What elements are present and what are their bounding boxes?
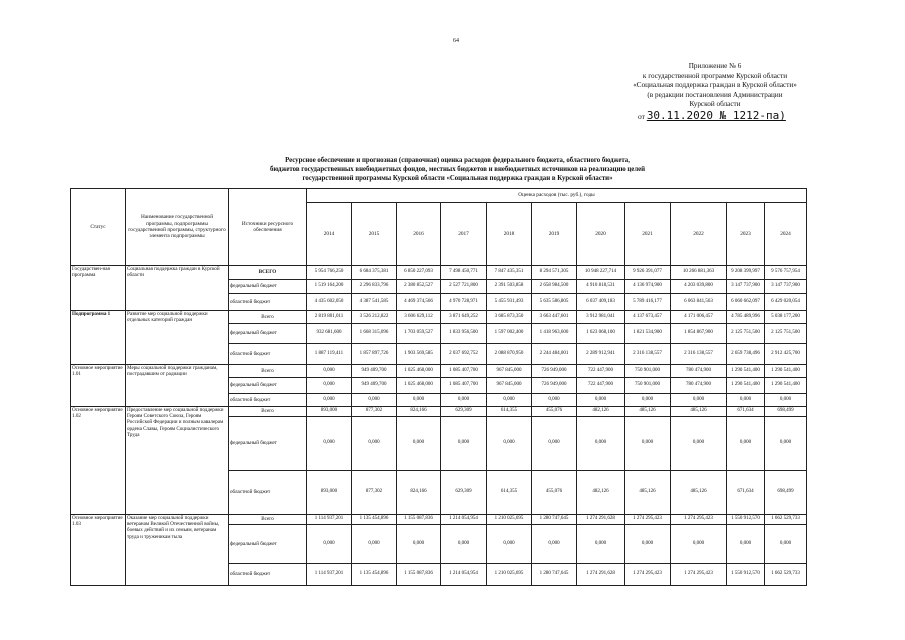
cell-value: 780 474,900 — [671, 365, 727, 378]
cell-value: 1 280 747,645 — [532, 564, 577, 586]
cell-value: 485,126 — [625, 407, 671, 417]
cell-value: 4 435 602,050 — [307, 294, 352, 311]
table-row — [71, 407, 807, 417]
row-source: федеральный бюджет — [229, 417, 307, 471]
cell-value: 3 147 737,900 — [765, 280, 807, 294]
cell-value: 1 155 087,836 — [397, 515, 441, 525]
cell-value: 0,000 — [727, 394, 765, 407]
cell-value: 0,000 — [441, 394, 487, 407]
cell-value: 0,000 — [577, 394, 625, 407]
cell-value: 0,000 — [307, 378, 352, 394]
cell-value: 0,000 — [487, 394, 532, 407]
cell-value: 6 850 227,093 — [397, 266, 441, 280]
cell-value: 1 662 529,733 — [765, 564, 807, 586]
cell-value: 0,000 — [441, 525, 487, 564]
cell-value: 1 085 407,700 — [441, 365, 487, 378]
cell-value: 1 703 059,527 — [397, 324, 441, 344]
cell-value: 6 063 841,563 — [671, 294, 727, 311]
cell-value: 1 821 534,900 — [625, 324, 671, 344]
cell-value: 1 155 087,836 — [397, 564, 441, 586]
cell-value: 1 135 454,896 — [352, 515, 397, 525]
cell-value: 9 926 391,077 — [625, 266, 671, 280]
cell-value: 1 290 541,400 — [765, 378, 807, 394]
cell-value: 4 203 039,800 — [671, 280, 727, 294]
cell-value: 1 290 541,400 — [727, 378, 765, 394]
cell-value: 671,634 — [727, 407, 765, 417]
row-source: областной бюджет — [229, 294, 307, 311]
appendix-line: Приложение № 6 — [688, 62, 742, 70]
row-status: Основное мероприятие 1.03 — [71, 515, 126, 586]
header-year: 2022 — [671, 203, 727, 266]
cell-value: 7 847 435,351 — [487, 266, 532, 280]
row-source: Всего — [229, 311, 307, 324]
header-year: 2016 — [397, 203, 441, 266]
cell-value: 4 171 006,457 — [671, 311, 727, 324]
header-name: Наименование государственной программы, подпрограммы государственной программы, структурного элемента подпрограммы — [126, 189, 229, 266]
row-status: Основное мероприятие 1.01 — [71, 365, 126, 407]
cell-value: 0,000 — [532, 394, 577, 407]
cell-value: 4 136 974,900 — [625, 280, 671, 294]
cell-value: 3 912 981,041 — [577, 311, 625, 324]
cell-value: 0,000 — [441, 417, 487, 471]
cell-value: 1 597 002,400 — [487, 324, 532, 344]
cell-value: 9 208 399,997 — [727, 266, 765, 280]
title-line: Ресурсное обеспечение и прогнозная (справочная) оценка расходов федерального бюджета, областного бюджета, — [285, 157, 630, 164]
row-source: областной бюджет — [229, 344, 307, 365]
cell-value: 2 658 984,500 — [532, 280, 577, 294]
cell-value: 893,000 — [307, 407, 352, 417]
cell-value: 1 274 295,423 — [671, 564, 727, 586]
row-source: Всего — [229, 365, 307, 378]
cell-value: 2 527 721,800 — [441, 280, 487, 294]
cell-value: 1 290 541,400 — [765, 365, 807, 378]
cell-value: 0,000 — [671, 525, 727, 564]
cell-value: 1 274 295,423 — [671, 515, 727, 525]
header-year: 2018 — [487, 203, 532, 266]
cell-value: 1 214 054,954 — [441, 564, 487, 586]
cell-value: 2 244 484,001 — [532, 344, 577, 365]
row-name: Предоставление мер социальной поддержки Героям Советского Союза, Героям Российской Федерации и полным кавалерам ордена Славы, Героям Социалистического Труда — [126, 407, 229, 515]
cell-value: 1 887 119,411 — [307, 344, 352, 365]
cell-value: 0,000 — [671, 417, 727, 471]
row-name: Оказание мер социальной поддержки ветеранам Великой Отечественной войны, боевых действий и их семьям, ветеранам труда и труженикам тыла — [126, 515, 229, 586]
cell-value: 0,000 — [352, 394, 397, 407]
cell-value: 2 125 751,500 — [727, 324, 765, 344]
cell-value: 0,000 — [307, 417, 352, 471]
appendix-line: Курской области — [689, 100, 741, 109]
cell-value: 3 147 737,900 — [727, 280, 765, 294]
cell-value: 0,000 — [577, 417, 625, 471]
cell-value: 3 685 873,350 — [487, 311, 532, 324]
resource-table — [70, 188, 807, 586]
header-year: 2021 — [625, 203, 671, 266]
cell-value: 0,000 — [765, 525, 807, 564]
cell-value: 485,126 — [625, 471, 671, 515]
table-row — [71, 365, 807, 378]
cell-value: 722 447,900 — [577, 365, 625, 378]
cell-value: 3 663 447,601 — [532, 311, 577, 324]
cell-value: 0,000 — [765, 417, 807, 471]
cell-value: 1 025 468,000 — [397, 365, 441, 378]
cell-value: 7 498 450,771 — [441, 266, 487, 280]
cell-value: 485,126 — [671, 407, 727, 417]
row-source: федеральный бюджет — [229, 525, 307, 564]
cell-value: 9 576 757,954 — [765, 266, 807, 280]
cell-value: 5 455 931,493 — [487, 294, 532, 311]
cell-value: 0,000 — [532, 417, 577, 471]
cell-value: 0,000 — [625, 525, 671, 564]
cell-value: 0,000 — [625, 394, 671, 407]
row-source: федеральный бюджет — [229, 280, 307, 294]
cell-value: 1 274 291,628 — [577, 515, 625, 525]
cell-value: 4 137 673,457 — [625, 311, 671, 324]
cell-value: 0,000 — [307, 365, 352, 378]
cell-value: 967 845,000 — [487, 378, 532, 394]
cell-value: 824,166 — [397, 407, 441, 417]
cell-value: 967 845,000 — [487, 365, 532, 378]
header-estimate: Оценка расходов (тыс. руб.), годы — [307, 189, 807, 203]
cell-value: 1 210 025,695 — [487, 564, 532, 586]
cell-value: 0,000 — [352, 417, 397, 471]
row-source: федеральный бюджет — [229, 324, 307, 344]
cell-value: 614,355 — [487, 407, 532, 417]
appendix-header — [600, 62, 830, 122]
cell-value: 1 280 747,645 — [532, 515, 577, 525]
cell-value: 0,000 — [397, 417, 441, 471]
row-status: Государствен-ная программа — [71, 266, 126, 311]
resolution-reference — [600, 108, 830, 122]
cell-value: 5 789 416,177 — [625, 294, 671, 311]
cell-value: 726 949,000 — [532, 378, 577, 394]
cell-value: 3 871 649,252 — [441, 311, 487, 324]
cell-value: 726 949,000 — [532, 365, 577, 378]
cell-value: 10 948 227,714 — [577, 266, 625, 280]
cell-value: 2 380 852,527 — [397, 280, 441, 294]
cell-value: 1 662 529,733 — [765, 515, 807, 525]
cell-value: 2 125 751,500 — [765, 324, 807, 344]
cell-value: 482,126 — [577, 471, 625, 515]
cell-value: 3 526 212,822 — [352, 311, 397, 324]
cell-value: 1 210 025,695 — [487, 515, 532, 525]
cell-value: 5 635 586,805 — [532, 294, 577, 311]
cell-value: 2 391 503,858 — [487, 280, 532, 294]
header-year: 2017 — [441, 203, 487, 266]
row-name: Развитие мер социальной поддержки отдельных категорий граждан — [126, 311, 229, 365]
header-year: 2024 — [765, 203, 807, 266]
cell-value: 2 296 833,796 — [352, 280, 397, 294]
cell-value: 1 214 054,954 — [441, 515, 487, 525]
cell-value: 6 037 409,183 — [577, 294, 625, 311]
cell-value: 1 085 407,700 — [441, 378, 487, 394]
row-source: Всего — [229, 407, 307, 417]
cell-value: 1 623 068,100 — [577, 324, 625, 344]
cell-value: 2 819 801,011 — [307, 311, 352, 324]
cell-value: 485,126 — [671, 471, 727, 515]
cell-value: 6 060 662,097 — [727, 294, 765, 311]
cell-value: 0,000 — [625, 417, 671, 471]
cell-value: 1 550 912,570 — [727, 515, 765, 525]
header-year: 2015 — [352, 203, 397, 266]
header-source: Источники ресурсного обеспечения — [229, 189, 307, 266]
table-row — [71, 266, 807, 280]
cell-value: 0,000 — [487, 525, 532, 564]
row-source: ВСЕГО — [229, 266, 307, 280]
sig-prefix: от — [638, 111, 645, 121]
cell-value: 2 037 692,752 — [441, 344, 487, 365]
cell-value: 750 901,000 — [625, 378, 671, 394]
header-status: Статус — [71, 189, 126, 266]
cell-value: 698,499 — [765, 407, 807, 417]
cell-value: 0,000 — [352, 525, 397, 564]
title-line: государственной программы Курской области «Социальная поддержка граждан в Курской области» — [302, 175, 613, 183]
table-row — [71, 311, 807, 324]
cell-value: 1 833 956,500 — [441, 324, 487, 344]
cell-value: 629,309 — [441, 471, 487, 515]
cell-value: 877,302 — [352, 407, 397, 417]
cell-value: 2 659 738,496 — [727, 344, 765, 365]
cell-value: 0,000 — [532, 525, 577, 564]
cell-value: 1 274 295,423 — [625, 515, 671, 525]
page-number: 64 — [453, 38, 459, 44]
cell-value: 1 854 867,900 — [671, 324, 727, 344]
cell-value: 698,499 — [765, 471, 807, 515]
cell-value: 1 025 468,000 — [397, 378, 441, 394]
row-source: федеральный бюджет — [229, 378, 307, 394]
cell-value: 8 294 571,305 — [532, 266, 577, 280]
cell-value: 949 409,700 — [352, 365, 397, 378]
cell-value: 0,000 — [765, 394, 807, 407]
cell-value: 0,000 — [397, 394, 441, 407]
cell-value: 0,000 — [727, 417, 765, 471]
appendix-line: к государственной программе Курской области — [642, 71, 788, 80]
resolution-number: 30.11.2020 № 1212-па) — [646, 108, 786, 122]
cell-value: 1 274 295,423 — [625, 564, 671, 586]
cell-value: 1 668 315,096 — [352, 324, 397, 344]
cell-value: 5 954 766,250 — [307, 266, 352, 280]
cell-value: 1 135 454,896 — [352, 564, 397, 586]
cell-value: 4 785 489,996 — [727, 311, 765, 324]
cell-value: 2 316 138,557 — [625, 344, 671, 365]
row-source: Всего — [229, 515, 307, 525]
cell-value: 780 474,900 — [671, 378, 727, 394]
cell-value: 629,309 — [441, 407, 487, 417]
cell-value: 1 290 541,400 — [727, 365, 765, 378]
cell-value: 455,076 — [532, 407, 577, 417]
cell-value: 0,000 — [487, 417, 532, 471]
cell-value: 614,355 — [487, 471, 532, 515]
cell-value: 4 910 818,531 — [577, 280, 625, 294]
cell-value: 1 418 963,600 — [532, 324, 577, 344]
row-name: Меры социальной поддержки гражданам, пострадавшим от радиации — [126, 365, 229, 407]
cell-value: 4 387 541,585 — [352, 294, 397, 311]
cell-value: 877,302 — [352, 471, 397, 515]
cell-value: 949 409,700 — [352, 378, 397, 394]
header-year: 2020 — [577, 203, 625, 266]
row-source: областной бюджет — [229, 394, 307, 407]
cell-value: 6 684 375,381 — [352, 266, 397, 280]
cell-value: 0,000 — [671, 394, 727, 407]
cell-value: 932 681,600 — [307, 324, 352, 344]
header-year: 2023 — [727, 203, 765, 266]
title-line: бюджетов государственных внебюджетных фондов, местных бюджетов и внебюджетных источников на реализацию целей — [269, 166, 646, 174]
cell-value: 3 606 629,112 — [397, 311, 441, 324]
cell-value: 0,000 — [397, 525, 441, 564]
cell-value: 1 114 937,201 — [307, 564, 352, 586]
row-source: областной бюджет — [229, 564, 307, 586]
cell-value: 1 114 937,201 — [307, 515, 352, 525]
cell-value: 1 550 912,570 — [727, 564, 765, 586]
cell-value: 2 088 870,950 — [487, 344, 532, 365]
table-row — [71, 515, 807, 525]
cell-value: 4 469 374,566 — [397, 294, 441, 311]
cell-value: 5 038 177,200 — [765, 311, 807, 324]
cell-value: 1 274 291,628 — [577, 564, 625, 586]
cell-value: 2 316 138,557 — [671, 344, 727, 365]
cell-value: 1 857 897,726 — [352, 344, 397, 365]
cell-value: 2 912 425,700 — [765, 344, 807, 365]
cell-value: 2 289 912,941 — [577, 344, 625, 365]
cell-value: 671,634 — [727, 471, 765, 515]
cell-value: 482,126 — [577, 407, 625, 417]
document-title — [205, 156, 710, 184]
cell-value: 1 903 569,585 — [397, 344, 441, 365]
cell-value: 6 429 020,054 — [765, 294, 807, 311]
cell-value: 750 901,000 — [625, 365, 671, 378]
row-status: Основное мероприятие 1.02 — [71, 407, 126, 515]
cell-value: 893,000 — [307, 471, 352, 515]
cell-value: 0,000 — [307, 525, 352, 564]
cell-value: 824,166 — [397, 471, 441, 515]
header-year: 2019 — [532, 203, 577, 266]
cell-value: 722 447,900 — [577, 378, 625, 394]
cell-value: 10 266 881,363 — [671, 266, 727, 280]
row-status: Подпрограмма 1 — [71, 311, 126, 365]
appendix-line: (в редакции постановления Администрации — [647, 90, 783, 99]
cell-value: 1 519 164,200 — [307, 280, 352, 294]
header-year: 2014 — [307, 203, 352, 266]
row-source: областной бюджет — [229, 471, 307, 515]
row-name: Социальная поддержка граждан в Курской области — [126, 266, 229, 311]
cell-value: 4 970 728,971 — [441, 294, 487, 311]
cell-value: 0,000 — [577, 525, 625, 564]
cell-value: 0,000 — [307, 394, 352, 407]
cell-value: 0,000 — [727, 525, 765, 564]
cell-value: 455,076 — [532, 471, 577, 515]
appendix-line: «Социальная поддержка граждан в Курской области» — [633, 81, 797, 90]
